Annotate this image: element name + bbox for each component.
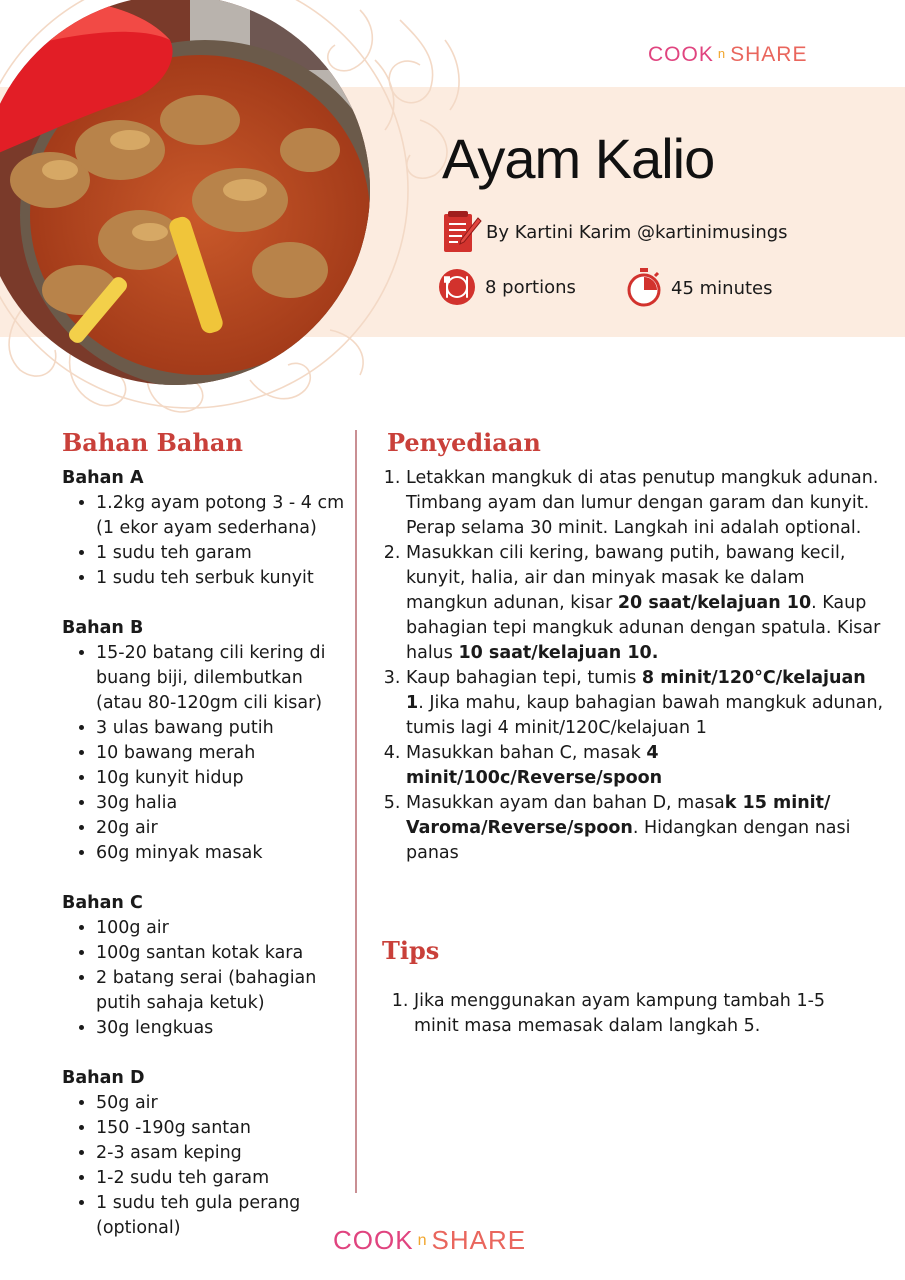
ingredient-items [62, 916, 347, 1041]
preparation-step [406, 666, 884, 741]
step-highlight: 10 saat/kelajuan 10. [458, 643, 659, 663]
ingredient-group-title: Bahan D [62, 1068, 145, 1088]
ingredient-group [62, 1066, 347, 1241]
list-item: • 1.2kg ayam potong 3 - 4 cm (1 ekor ayam sederhana) [96, 491, 347, 541]
list-item: • 1-2 sudu teh garam [96, 1166, 347, 1191]
time-text: 45 minutes [671, 277, 773, 299]
ingredients-list [62, 466, 347, 1266]
list-item: • 10g kunyit hidup [96, 766, 347, 791]
ingredient-items [62, 491, 347, 591]
plate-cutlery-icon [438, 268, 476, 306]
brand-logo-bottom [333, 1225, 526, 1256]
step-text: . Jika mahu, kaup bahagian bawah mangkuk adunan, tumis lagi 4 minit/120C/kelajuan 1 [406, 693, 884, 738]
list-item: • 30g halia [96, 791, 347, 816]
ingredient-group [62, 891, 347, 1041]
writing-pad-icon [442, 210, 482, 254]
ingredient-group-title: Bahan B [62, 618, 144, 638]
tips-title: Tips [382, 936, 440, 965]
list-item: • 60g minyak masak [96, 841, 347, 866]
list-item: • 10 bawang merah [96, 741, 347, 766]
step-text: . Hidangkan dengan nasi panas [406, 818, 851, 863]
recipe-title: Ayam Kalio [442, 127, 715, 190]
preparation-steps [384, 466, 884, 866]
preparation-step [406, 466, 884, 541]
step-highlight: 20 saat/kelajuan 10 [617, 593, 812, 613]
list-item: • 15-20 batang cili kering di buang biji, dilembutkan (atau 80-120gm cili kisar) [96, 641, 347, 716]
preparation-step [406, 791, 884, 866]
list-item: • 150 -190g santan [96, 1116, 347, 1141]
column-divider [355, 430, 357, 1193]
preparation-title: Penyediaan [387, 428, 541, 457]
step-text: Masukkan bahan C, masak [406, 743, 647, 763]
step-highlight: 4 minit/100c/Reverse/spoon [406, 743, 663, 788]
list-item: • 100g air [96, 916, 347, 941]
brand-word-n: n [417, 1230, 428, 1249]
list-item: • 20g air [96, 816, 347, 841]
step-highlight: 8 minit/120°C/kelajuan 1 [406, 668, 866, 713]
author-text: By Kartini Karim @kartinimusings [486, 221, 788, 243]
preparation-step [406, 541, 884, 666]
ingredient-group-title: Bahan A [62, 468, 144, 488]
ingredient-items [62, 1091, 347, 1241]
tip-item: 1. Jika menggunakan ayam kampung tambah 1-5 minit masa memasak dalam langkah 5. [414, 989, 872, 1039]
brand-word-share: SHARE [431, 1225, 527, 1255]
list-item: • 100g santan kotak kara [96, 941, 347, 966]
author-row [442, 210, 788, 254]
step-text: . Kaup bahagian tepi mangkuk adunan dengan spatula. Kisar halus [406, 593, 881, 663]
portions-item [438, 268, 576, 306]
dish-photo [0, 0, 380, 385]
list-item: • 50g air [96, 1091, 347, 1116]
portions-text: 8 portions [485, 276, 576, 298]
step-highlight: k 15 minit/ Varoma/Reverse/spoon [406, 793, 831, 838]
ingredient-group [62, 466, 347, 591]
ingredient-group-title: Bahan C [62, 893, 143, 913]
ingredient-items [62, 641, 347, 866]
brand-logo-top [648, 43, 807, 67]
list-item: • 3 ulas bawang putih [96, 716, 347, 741]
list-item: • 1 sudu teh serbuk kunyit [96, 566, 347, 591]
brand-word-n: n [717, 45, 727, 61]
brand-word-cook: COOK [648, 43, 714, 66]
tips-list [392, 989, 872, 1039]
list-item: • 1 sudu teh gula perang (optional) [96, 1191, 347, 1241]
step-text: Kaup bahagian tepi, tumis [406, 668, 642, 688]
brand-word-cook: COOK [333, 1225, 414, 1255]
step-text: Letakkan mangkuk di atas penutup mangkuk adunan. Timbang ayam dan lumur dengan garam dan kunyit. Perap selama 30 minit. Langkah ini adalah optional. [406, 468, 879, 538]
step-text: Masukkan ayam dan bahan D, masa [406, 793, 725, 813]
brand-word-share: SHARE [730, 43, 808, 66]
list-item: • 1 sudu teh garam [96, 541, 347, 566]
ingredient-group [62, 616, 347, 866]
meta-row [438, 268, 773, 306]
ingredients-title: Bahan Bahan [62, 428, 243, 457]
list-item: • 2 batang serai (bahagian putih sahaja ketuk) [96, 966, 347, 1016]
stopwatch-icon [626, 268, 662, 308]
list-item: • 30g lengkuas [96, 1016, 347, 1041]
list-item: • 2-3 asam keping [96, 1141, 347, 1166]
time-item [626, 268, 773, 308]
preparation-step [406, 741, 884, 791]
step-text: Masukkan cili kering, bawang putih, bawang kecil, kunyit, halia, air dan minyak masak ke dalam mangkun adunan, kisar [406, 543, 846, 613]
